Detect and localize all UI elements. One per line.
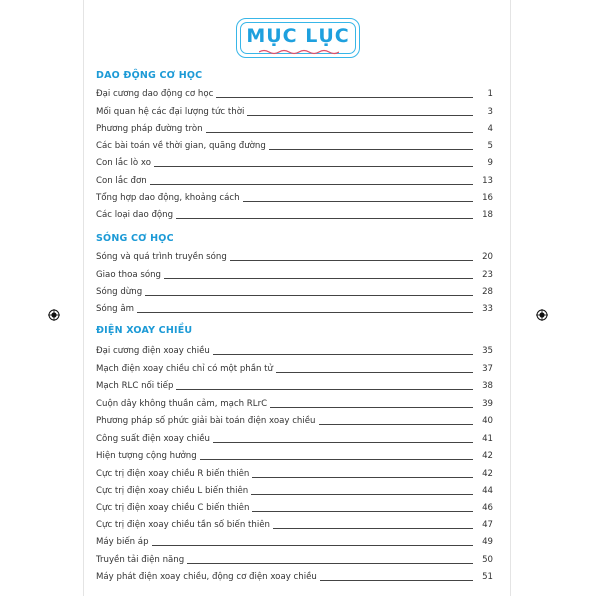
toc-entry-label: Mạch điện xoay chiều chỉ có một phần tử xyxy=(96,364,273,374)
toc-leader-line xyxy=(187,563,473,564)
toc-entry-label: Sóng âm xyxy=(96,304,134,314)
section-heading: ĐIỆN XOAY CHIỀU xyxy=(96,325,193,336)
toc-leader-line xyxy=(243,201,473,202)
toc-page-number: 23 xyxy=(482,270,493,280)
toc-page-number: 37 xyxy=(482,364,493,374)
toc-entry[interactable] xyxy=(96,264,493,281)
toc-entry-label: Đại cương dao động cơ học xyxy=(96,89,214,99)
page-title: MỤC LỤC xyxy=(246,25,350,47)
toc-page-number: 44 xyxy=(482,486,493,496)
toc-entry-label: Cực trị điện xoay chiều tần số biến thiên xyxy=(96,520,270,530)
toc-entry-label: Các bài toán về thời gian, quãng đường xyxy=(96,141,266,151)
toc-entry[interactable] xyxy=(96,393,493,410)
toc-entry[interactable] xyxy=(96,101,493,118)
toc-page-number: 42 xyxy=(482,451,493,461)
toc-leader-line xyxy=(137,312,473,313)
toc-page-number: 16 xyxy=(482,193,493,203)
toc-entry[interactable] xyxy=(96,281,493,298)
toc-entry[interactable] xyxy=(96,170,493,187)
toc-page-number: 28 xyxy=(482,287,493,297)
toc-entry[interactable] xyxy=(96,375,493,392)
toc-leader-line xyxy=(150,184,473,185)
toc-page-number: 5 xyxy=(487,141,493,151)
toc-leader-line xyxy=(230,260,473,261)
toc-page-number: 1 xyxy=(487,89,493,99)
toc-entry-label: Hiện tượng cộng hưởng xyxy=(96,451,197,461)
toc-leader-line xyxy=(251,494,473,495)
toc-entry-label: Truyền tải điện năng xyxy=(96,555,185,565)
toc-entry-label: Sóng dừng xyxy=(96,287,143,297)
toc-leader-line xyxy=(176,389,473,390)
toc-entry[interactable] xyxy=(96,204,493,221)
toc-page-number: 40 xyxy=(482,416,493,426)
section-heading: SÓNG CƠ HỌC xyxy=(96,233,174,244)
title-wave-underline xyxy=(259,49,339,55)
title-badge xyxy=(236,18,360,58)
toc-leader-line xyxy=(269,149,473,150)
toc-entry[interactable] xyxy=(96,566,493,583)
toc-leader-line xyxy=(213,442,473,443)
toc-entry[interactable] xyxy=(96,514,493,531)
toc-page-number: 51 xyxy=(482,572,493,582)
toc-entry[interactable] xyxy=(96,118,493,135)
toc-leader-line xyxy=(164,278,473,279)
toc-entry-label: Tổng hợp dao động, khoảng cách xyxy=(96,193,240,203)
toc-entry-label: Phương pháp số phức giải bài toán điện xoay chiều xyxy=(96,416,316,426)
toc-page-number: 41 xyxy=(482,434,493,444)
page-edge-left xyxy=(83,0,84,596)
toc-entry-label: Mối quan hệ các đại lượng tức thời xyxy=(96,107,245,117)
toc-leader-line xyxy=(252,477,473,478)
toc-page-number: 42 xyxy=(482,469,493,479)
toc-entry-label: Các loại dao động xyxy=(96,210,174,220)
toc-leader-line xyxy=(320,580,473,581)
toc-leader-line xyxy=(145,295,473,296)
toc-entry[interactable] xyxy=(96,497,493,514)
toc-leader-line xyxy=(247,115,473,116)
toc-leader-line xyxy=(152,545,473,546)
toc-entry-label: Công suất điện xoay chiều xyxy=(96,434,210,444)
toc-entry-label: Đại cương điện xoay chiều xyxy=(96,346,210,356)
toc-entry[interactable] xyxy=(96,410,493,427)
toc-entry-label: Cực trị điện xoay chiều R biến thiên xyxy=(96,469,250,479)
toc-entry[interactable] xyxy=(96,445,493,462)
toc-leader-line xyxy=(273,528,473,529)
toc-leader-line xyxy=(176,218,473,219)
toc-entry[interactable] xyxy=(96,83,493,100)
toc-entry-label: Mạch RLC nối tiếp xyxy=(96,381,174,391)
toc-entry[interactable] xyxy=(96,187,493,204)
toc-leader-line xyxy=(200,459,473,460)
toc-leader-line xyxy=(276,372,473,373)
toc-page-number: 9 xyxy=(487,158,493,168)
page-edge-right xyxy=(510,0,511,596)
toc-entry-label: Cực trị điện xoay chiều L biến thiên xyxy=(96,486,249,496)
toc-entry[interactable] xyxy=(96,428,493,445)
toc-leader-line xyxy=(154,166,473,167)
toc-page-number: 20 xyxy=(482,252,493,262)
toc-leader-line xyxy=(252,511,473,512)
toc-entry[interactable] xyxy=(96,480,493,497)
toc-entry-label: Máy biến áp xyxy=(96,537,149,547)
toc-page-number: 4 xyxy=(487,124,493,134)
registration-mark-icon xyxy=(48,309,60,321)
toc-page-number: 18 xyxy=(482,210,493,220)
toc-page-number: 35 xyxy=(482,346,493,356)
registration-mark-icon xyxy=(536,309,548,321)
section-heading: DAO ĐỘNG CƠ HỌC xyxy=(96,70,203,81)
toc-entry-label: Phương pháp đường tròn xyxy=(96,124,203,134)
toc-page-number: 50 xyxy=(482,555,493,565)
toc-entry-label: Con lắc đơn xyxy=(96,176,147,186)
toc-entry[interactable] xyxy=(96,358,493,375)
toc-entry-label: Cực trị điện xoay chiều C biến thiên xyxy=(96,503,250,513)
toc-entry[interactable] xyxy=(96,340,493,357)
toc-entry-label: Con lắc lò xo xyxy=(96,158,152,168)
toc-page-number: 39 xyxy=(482,399,493,409)
toc-leader-line xyxy=(216,97,473,98)
toc-leader-line xyxy=(213,354,473,355)
toc-entry[interactable] xyxy=(96,463,493,480)
toc-entry[interactable] xyxy=(96,246,493,263)
toc-entry-label: Sóng và quá trình truyền sóng xyxy=(96,252,227,262)
toc-leader-line xyxy=(270,407,473,408)
toc-entry-label: Cuộn dây không thuần cảm, mạch RLrC xyxy=(96,399,268,409)
toc-entry[interactable] xyxy=(96,531,493,548)
toc-entry[interactable] xyxy=(96,549,493,566)
toc-entry-label: Giao thoa sóng xyxy=(96,270,162,280)
toc-page-number: 46 xyxy=(482,503,493,513)
toc-leader-line xyxy=(206,132,473,133)
toc-page-number: 13 xyxy=(482,176,493,186)
toc-entry[interactable] xyxy=(96,135,493,152)
toc-entry-label: Máy phát điện xoay chiều, động cơ điện xoay chiều xyxy=(96,572,317,582)
toc-page-number: 33 xyxy=(482,304,493,314)
toc-entry[interactable] xyxy=(96,298,493,315)
toc-entry[interactable] xyxy=(96,152,493,169)
toc-page-number: 38 xyxy=(482,381,493,391)
toc-leader-line xyxy=(319,424,474,425)
toc-page-number: 49 xyxy=(482,537,493,547)
toc-page-number: 3 xyxy=(487,107,493,117)
toc-page-number: 47 xyxy=(482,520,493,530)
